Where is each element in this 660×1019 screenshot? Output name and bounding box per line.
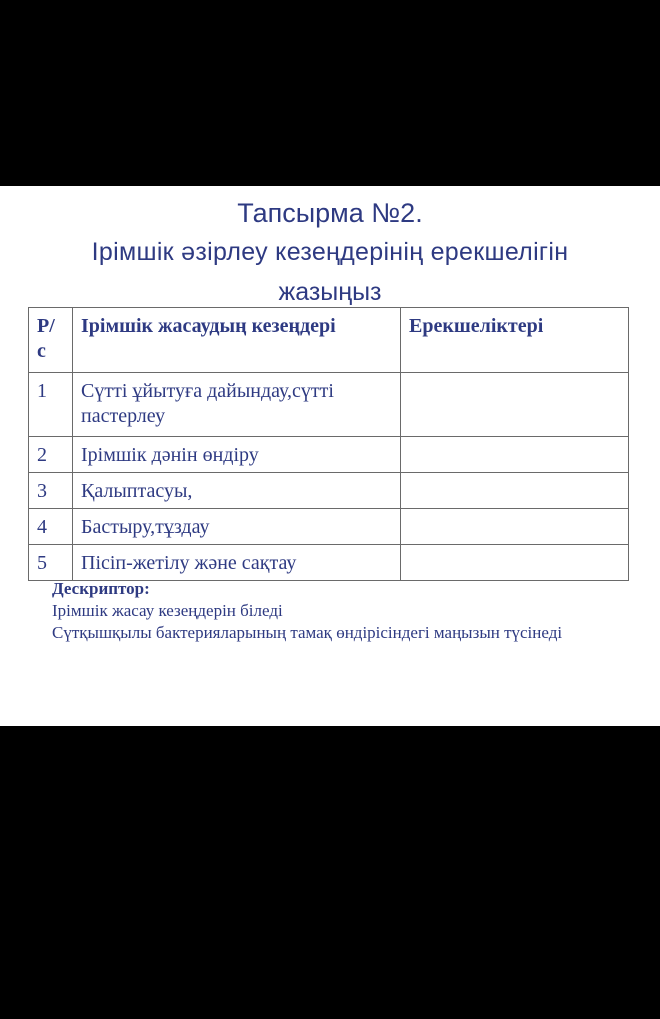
- table-header-row: [29, 308, 629, 373]
- row-number: 4: [29, 509, 73, 545]
- descriptor-item: Сүтқышқылы бактерияларының тамақ өндірісіндегі маңызын түсінеді: [52, 623, 563, 642]
- descriptor-block: [52, 578, 592, 644]
- row-stage: Пісіп-жетілу және сақтау: [73, 545, 401, 581]
- row-number: 1: [29, 373, 73, 437]
- task-title: Тапсырма №2.: [237, 198, 423, 228]
- document-sheet: [0, 186, 660, 726]
- row-stage: Ірімшік дәнін өндіру: [73, 437, 401, 473]
- header-features: Ерекшеліктері: [401, 308, 629, 373]
- table-row: [29, 545, 629, 581]
- row-number: 2: [29, 437, 73, 473]
- table-row: [29, 509, 629, 545]
- row-stage: Бастыру,тұздау: [73, 509, 401, 545]
- row-number: 3: [29, 473, 73, 509]
- task-subtitle-line1: Ірімшік әзірлеу кезеңдерінің ерекшелігін: [91, 238, 569, 266]
- table-row: [29, 373, 629, 437]
- stages-table: [28, 307, 629, 581]
- table-row: [29, 473, 629, 509]
- descriptor-title: Дескриптор:: [52, 579, 150, 598]
- row-feature: [401, 437, 629, 473]
- header-number: Р/ с: [29, 308, 73, 373]
- row-stage: Қалыптасуы,: [73, 473, 401, 509]
- header-stages: Ірімшік жасаудың кезеңдері: [73, 308, 401, 373]
- row-feature: [401, 545, 629, 581]
- row-feature: [401, 473, 629, 509]
- row-stage: Сүтті ұйытуға дайындау,сүтті пастерлеу: [73, 373, 401, 437]
- descriptor-item: Ірімшік жасау кезеңдерін біледі: [52, 601, 283, 620]
- task-subtitle-line2: жазыңыз: [278, 278, 382, 306]
- row-feature: [401, 509, 629, 545]
- table-row: [29, 437, 629, 473]
- row-number: 5: [29, 545, 73, 581]
- row-feature: [401, 373, 629, 437]
